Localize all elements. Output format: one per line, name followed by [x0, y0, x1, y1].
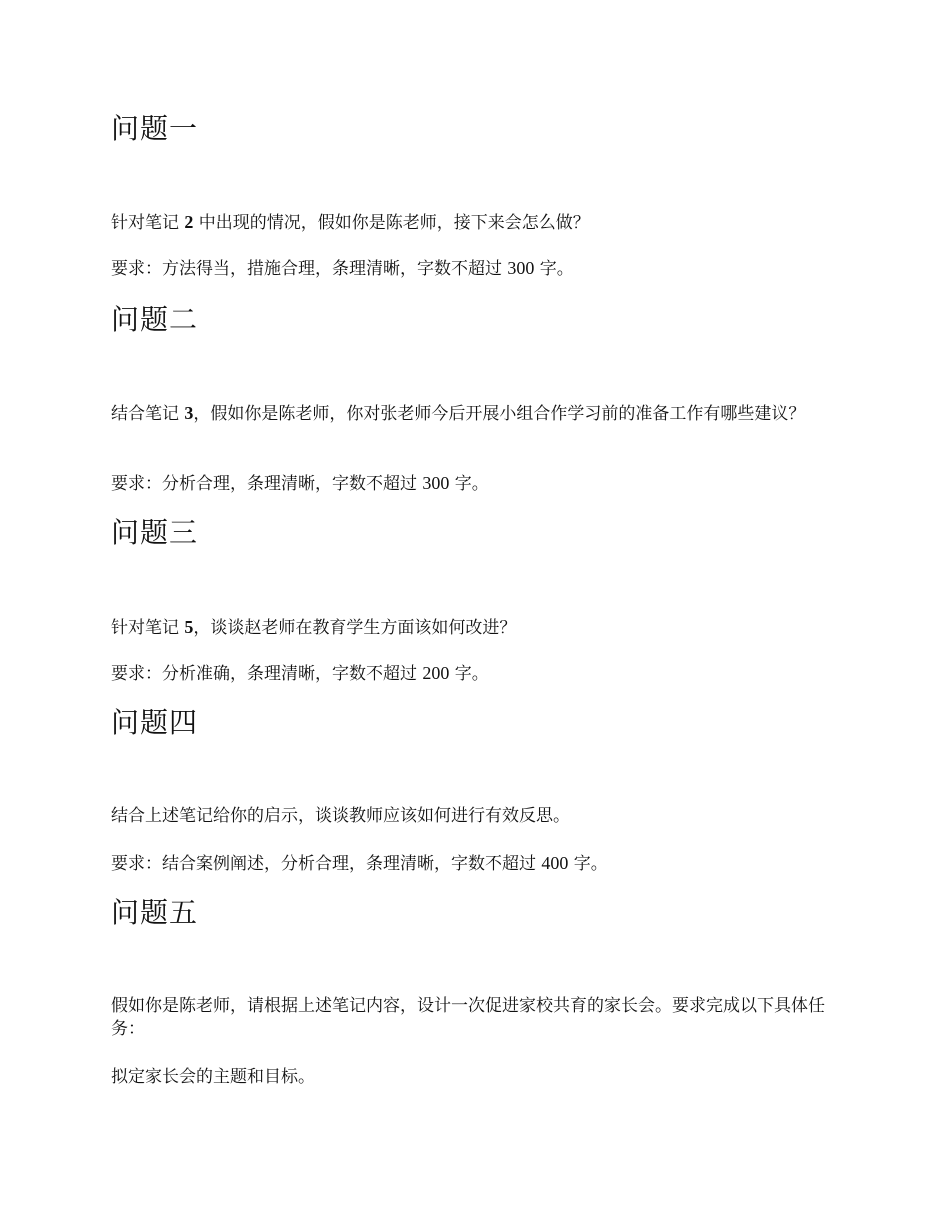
word-limit: 300 — [422, 473, 450, 493]
section-3-question — [111, 616, 841, 640]
section-2-heading: 问题二 — [111, 303, 199, 336]
section-1-requirement — [111, 257, 841, 281]
requirement-text: 字。 — [568, 854, 608, 874]
section-3-heading: 问题三 — [111, 516, 199, 549]
requirement-text: 要求：方法得当，措施合理，条理清晰，字数不超过 — [111, 259, 508, 279]
section-2-requirement — [111, 472, 841, 496]
word-limit: 300 — [507, 258, 535, 278]
word-limit: 400 — [541, 853, 569, 873]
section-5-task: 拟定家长会的主题和目标。 — [111, 1067, 315, 1087]
question-text: 针对笔记 — [111, 213, 185, 233]
question-text: 针对笔记 — [111, 618, 185, 638]
word-limit: 200 — [422, 663, 450, 683]
section-5-question: 假如你是陈老师，请根据上述笔记内容，设计一次促进家校共育的家长会。要求完成以下具体任务： — [111, 996, 825, 1039]
section-1-question — [111, 211, 841, 235]
requirement-text: 字。 — [534, 259, 574, 279]
note-number: 5 — [184, 617, 194, 637]
section-2-question — [111, 402, 841, 426]
question-text: 结合笔记 — [111, 404, 185, 424]
note-number: 2 — [184, 212, 194, 232]
section-4-question: 结合上述笔记给你的启示，谈谈教师应该如何进行有效反思。 — [111, 806, 570, 826]
section-5-heading: 问题五 — [111, 896, 199, 929]
section-4-heading: 问题四 — [111, 706, 199, 739]
section-3-requirement — [111, 662, 841, 686]
requirement-text: 要求：分析准确，条理清晰，字数不超过 — [111, 664, 423, 684]
note-number: 3 — [184, 403, 194, 423]
requirement-text: 要求：分析合理，条理清晰，字数不超过 — [111, 474, 423, 494]
requirement-text: 要求：结合案例阐述，分析合理，条理清晰，字数不超过 — [111, 854, 542, 874]
requirement-text: 字。 — [449, 664, 489, 684]
section-4-requirement — [111, 852, 841, 876]
question-text: 中出现的情况，假如你是陈老师，接下来会怎么做？ — [193, 213, 590, 233]
question-text: ，假如你是陈老师，你对张老师今后开展小组合作学习前的准备工作有哪些建议？ — [193, 404, 806, 424]
requirement-text: 字。 — [449, 474, 489, 494]
section-1-heading: 问题一 — [111, 112, 199, 145]
question-text: ，谈谈赵老师在教育学生方面该如何改进？ — [193, 618, 517, 638]
